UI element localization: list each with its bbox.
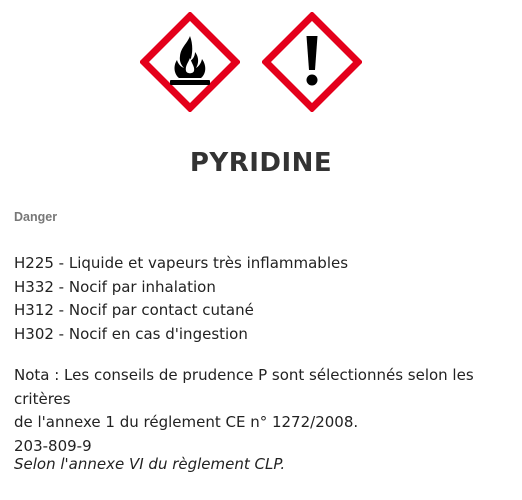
note-line: Nota : Les conseils de prudence P sont sélectionnés selon les critères <box>14 366 474 408</box>
precaution-note <box>14 364 514 458</box>
flame-hazard-icon <box>140 12 240 112</box>
signal-word: Danger <box>14 210 58 224</box>
regulation-source: Selon l'annexe VI du règlement CLP. <box>14 455 286 473</box>
exclamation-hazard-icon <box>262 12 362 112</box>
note-line: de l'annexe 1 du réglement CE n° 1272/2008. <box>14 413 359 431</box>
hazard-pictograms <box>0 12 522 112</box>
substance-name: PYRIDINE <box>189 148 333 178</box>
hazard-statement: H332 - Nocif par inhalation <box>14 277 216 296</box>
hazard-statement: H302 - Nocif en cas d'ingestion <box>14 324 248 343</box>
hazard-statement: H312 - Nocif par contact cutané <box>14 301 254 319</box>
hazard-statements-list <box>14 252 348 346</box>
ec-number: 203-809-9 <box>14 436 92 455</box>
hazard-statement: H225 - Liquide et vapeurs très inflammables <box>14 254 349 272</box>
